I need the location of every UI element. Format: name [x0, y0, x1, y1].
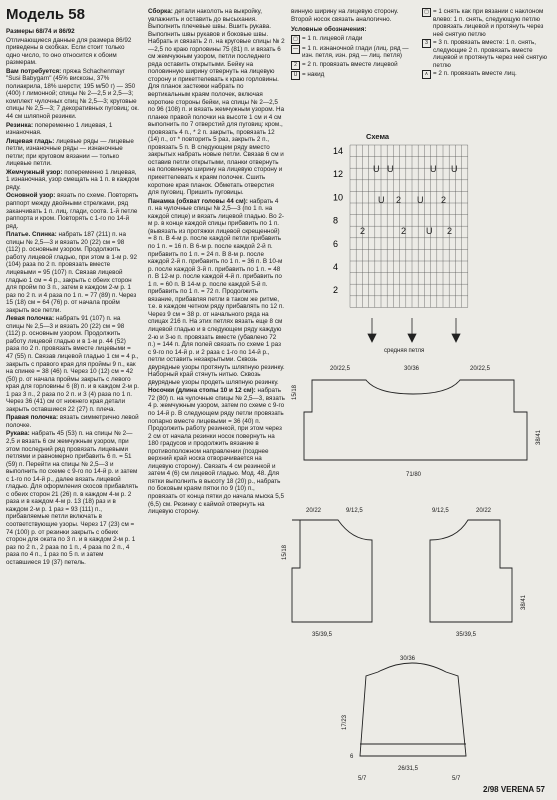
main-pattern-heading: Основной узор: — [6, 192, 56, 200]
back-h2-dim: 38/41 — [536, 429, 542, 445]
sleeve-h1-dim: 17/23 — [342, 714, 348, 730]
sizes-heading: Размеры 68/74 и 86/92 — [6, 28, 75, 35]
stockinette-text: лицевые ряды — лицевые петли, изнаночные ряды — изнаночные петли; при круговом вязании — только лицевые петли. — [6, 137, 134, 168]
ssk-symbol-icon: ▢ — [422, 8, 431, 17]
back-top-dim-r: 20/22,5 — [470, 366, 491, 372]
svg-text:2: 2 — [360, 226, 366, 236]
sk2p-symbol-icon: 3 — [422, 39, 431, 48]
scheme-title: Схема — [366, 132, 390, 141]
pearl-text: попеременно 1 лицевая, 1 изнаночная, узор смещать на 1 п. в каждом ряду. — [6, 168, 139, 191]
col3-lead-text: винную ширину на лицевую сторону. Второй носок связать аналогично. — [291, 8, 399, 23]
arrow-down-icon — [368, 318, 460, 342]
svg-text:2: 2 — [441, 195, 447, 205]
scheme-row-label: 14 — [333, 146, 344, 156]
front-right-schematic — [430, 520, 512, 622]
svg-text:2: 2 — [447, 226, 453, 236]
sleeve-side-dim-r: 5/7 — [452, 776, 461, 782]
page-footer: 2/98 VERENA 57 — [483, 785, 545, 794]
legend-text: = 1 п. лицевой глади — [302, 34, 363, 42]
yarn-over-symbol-icon: U — [291, 71, 300, 80]
knit-symbol-icon: ▢ — [291, 35, 300, 44]
page-title: Модель 58 — [6, 6, 85, 23]
stockinette-heading: Лицевая гладь: — [6, 137, 55, 145]
socks-text: набрать 72 (80) п. на чулочные спицы № 2,5—3, вязать 4 р. жемчужным узором, затем по схеме с 9-го по 14-й р. В следующем ряду петли провязать попарно вместе лицевыми = 36 (40) п. Продолжить работу резинкой, при этом через 2 см от начала резинки носок повернуть на 180 градусов и продолжить вязание в противоположном направлении (позднее верхний край носка отворачивается на лицевую сторону). Связать 4 см резинкой и затем 4 (6) см лицевой гладью. Мод. 48. Для пятки выполнить в высоту 18 (20) р., набрать по боковым краям пятки по 9 (10) п., провязать от конца пятки до начала мыска 5,5 (6,5) см. Резинку с каймой отвернуть на лицевую сторону. — [148, 387, 285, 516]
legend-heading: Условные обозначения: — [291, 26, 367, 34]
dress-text: набрать 187 (211) п. на спицы № 2,5—3 и вязать 20 (22) см = 98 (112) р. основным узором. Продолжить работу лицевой гладью, при этом в 1-м р. 92 (104) раза по 2 п. провязать вместе лицевыми = 95 (107) п. Связав лицевой гладью 1 см = 4 р., закрыть с обеих сторон для пройм по 3 п., затем в каждом 2-м р. 1 раз по 2 п. и 4 раза по 1 п. = 77 (89) п. Через 15 (18) см = 64 (76) р. от начала пройм закрыть все петли. — [6, 231, 138, 314]
assembly-text: детали наколоть на выкройку, увлажнить и оставить до высыхания. Выполнить плечевые швы. Вшить рукава. Выполнить швы рукавов и боковые швы. Набрать и связать 2 п. на круговые спицы № 2—2,5 по краю горловины 75 (81) п. и вязать 6 см жемчужным узором, петли последнего ряда оставить открытыми. Бейку на половинную ширину отвернуть на лицевую сторону и прикеттелевать к краю горловины. Для планок застежки набрать по вертикальным краям полочек, включая короткие стороны бейки, на спицы № 2—2,5 по 96 (108) п. и вязать жемчужным узором. На планке правой полочки на высоте 1 см и 4 см выполнить по 7 отверстий для пуговиц: кром., провязать 4 п., * 2 п. закрыть, провязать 12 (14) п., от * повторить 5 раз, закрыть 2 п., провязать 5 п. В следующем ряду вместо закрытых набрать новые петли. Связав 6 см и оставив петли открытыми, планки отвернуть на половинную ширину на лицевую сторону и прикеттелевать к краям полочек. Сшить короткие края планок. Обметать отверстия для пуговиц. Пришить пуговицы. — [148, 8, 285, 197]
back-h1-dim: 15/18 — [292, 384, 298, 400]
svg-text:U: U — [373, 164, 380, 174]
left-front-text: набрать 91 (107) п. на спицы № 2,5—3 и вязать 20 (22) см = 98 (112) р. основным узором. Продолжить работу лицевой гладью и в 1-м р. 44 (52) раза по 2 п. провязать вместе лицевыми = 47 (55) п. Связав лицевой гладью 1 см = 4 р., закрыть с правого края для проймы 9 п., как на спинке = 38 (46) п. Через 10 (12) см = 42 (50) р. от начала проймы закрыть с левого края для горловины 6 (8) п. и в каждом 2-м р. 1 раз 3 п., 2 раза по 2 п. и 3 (4) раза по 1 п. Через 36 (41) см от нижнего края детали закрыть оставшиеся 22 (27) п. плеча. — [6, 315, 139, 413]
front-h1-dim: 15/18 — [282, 544, 288, 560]
hat-text: набрать 4 п. на чулочные спицы № 2,5—3 (по 1 п. на каждой спице) и вязать лицевой гладью. Во 2-м р. в конце каждой спицы прибавить по 1 п. (вывязать из протяжки лицевой скрещенной) = 8 п. В 4-м р. после каждой петли прибавить по 1 п. = 16 п. В 6-м р. после каждой 2-й п. прибавить по 1 п. = 24 п. В 8-м р. после каждой 2-й п. прибавить по 1 п. = 36 п. В 10-м р. после каждой 3-й п. прибавить по 1 п. = 48 п. В 12-м р. после каждой 4-й п. прибавить по 1 п. = 60 п. В 14-м р. после каждой 5-й п. прибавить по 1 п. = 72 п. Продолжить вязание, прибавляя петли в таком же ритме, т.е. в каждом четном ряду прибавлять по 12 п. Через 9 см = 38 р. от начального ряда на спицах 216 п. На этих петлях вязать еще 8 см лицевой гладью и в следующем ряду каждую 2-ю и 3-ю п. провязать вместе (убавлено 72 п.) = 144 п. Для полей связать по схеме 1 раз с 9-го по 14-й р. и 2 раза с 1-го по 14-й р., петли оставить незакрытыми. Сквозь двурядные узоры протянуть шляпную резинку. Наборный край стянуть нитью. Сквозь двурядные узоры продеть шляпную резинку. — [148, 197, 285, 386]
dec-symbol-icon: ∧ — [422, 70, 431, 79]
svg-text:U: U — [378, 195, 385, 205]
right-front-text: вязать симметрично левой полочке. — [6, 414, 139, 429]
scheme-row-label: 4 — [333, 262, 339, 272]
back-bottom-dim: 71/80 — [406, 472, 422, 478]
rib-text: попеременно 1 лицевая, 1 изнаночная. — [6, 121, 113, 137]
left-front-heading: Левая полочка: — [6, 315, 55, 323]
svg-text:U: U — [430, 164, 437, 174]
k2tog-symbol-icon: 2 — [291, 61, 300, 70]
svg-text:2: 2 — [396, 195, 402, 205]
legend-text: = 2 п. провязать вместе лиц. — [433, 70, 517, 78]
socks-heading: Носочки (длина стопы 10 и 12 см): — [148, 387, 256, 395]
front-neck-dim: 9/12,5 — [346, 508, 363, 514]
svg-text:U: U — [387, 164, 394, 174]
materials-heading: Вам потребуется: — [6, 67, 62, 75]
dress-heading: Платье. Спинка: — [6, 231, 57, 239]
front-h2-dim: 38/41 — [521, 594, 527, 610]
center-loop-label: средняя петля — [384, 348, 425, 354]
legend-text: = накид — [302, 70, 325, 78]
back-mid-dim: 30/36 — [404, 366, 420, 372]
main-pattern-text: вязать по схеме. Повторять раппорт между двойными стрелками, ряд заканчивать 1 п. лиц. глади, соотв. 1-й петле раппорта и кром. Повторять с 1-го по 14-й ряд. — [6, 192, 139, 230]
scheme-row-label: 2 — [333, 285, 339, 296]
svg-text:2: 2 — [401, 226, 407, 236]
legend-text: = 2 п. провязать вместе лицевой — [302, 60, 398, 68]
svg-text:U: U — [417, 195, 424, 205]
legend-text: = 1 п. изнаночной глади (лиц. ряд — изн. петля, изн. ряд — лиц. петля) — [302, 44, 409, 60]
sleeve-top-dim: 30/36 — [400, 656, 416, 662]
back-schematic — [304, 380, 527, 460]
materials-text: пряжа Schachenmayr "Susi Babygarn" (45% вискозы, 37% полиакрила, 18% шерсти; 195 м/50 г) — 350 (400) г лимонной; спицы № 2—2,5 и 2,5—3; комплект чулочных спиц № 2,5—3; круговые спицы № 2,5—3; 7 декоративных пуговиц; ок. 44 см шляпной резинки. — [6, 67, 139, 121]
back-top-dim: 20/22,5 — [330, 366, 351, 372]
sleeve-schematic — [360, 663, 466, 756]
front-top-dim-r: 20/22 — [476, 508, 492, 514]
svg-text:U: U — [451, 164, 458, 174]
rib-heading: Резинка: — [6, 121, 34, 129]
right-front-heading: Правая полочка: — [6, 414, 59, 422]
sleeve-side-dim: 5/7 — [358, 776, 367, 782]
front-bottom-dim-r: 35/39,5 — [456, 632, 477, 638]
sleeve-text: набрать 45 (53) п. на спицы № 2—2,5 и вязать 6 см жемчужным узором, при этом последний ряд провязать лицевыми петлями и равномерно прибавить 6 п. = 51 (59) п. Перейти на спицы № 2,5—3 и выполнить по схеме с 9-го по 14-й р. и затем с 1-го по 14-й р., далее вязать лицевой гладью. Для оформления скосов прибавлять с обеих сторон 21 (26) п. в каждом 4-м р. 2 раза и в каждом 4-м р. 13 (18) раз и в каждом 2-м р. 1 раз = 93 (111) п., прибавляемые петли включать в соответствующие узоры. Через 17 (23) см = 74 (100) р. от резинки закрыть с обеих сторон для оката по 3 п. и в каждом 2-м р. 1 раз по 2 п., 2 раза по 1 п., 4 раза по 2 п., 4 раза по 4 п., 1 раз по 5 п. и затем оставшиеся 19 (37) петель. — [6, 430, 139, 566]
svg-text:U: U — [426, 226, 433, 236]
scheme-row-label: 6 — [333, 238, 339, 249]
scheme-row-label: 10 — [333, 192, 344, 203]
intro-text: Отличающиеся данные для размера 86/92 приведены в скобках. Если стоит только одно число, то оно относится к обоим размерам. — [6, 36, 132, 67]
scheme-row-label: 8 — [333, 215, 339, 226]
pearl-heading: Жемчужный узор: — [6, 168, 63, 176]
legend-text: = 3 п. провязать вместе: 1 п. снять, следующие 2 п. провязать вместе лицевой и протянуть через неё снятую петлю — [433, 39, 548, 69]
scheme-row-label: 12 — [333, 169, 344, 180]
assembly-heading: Сборка: — [148, 8, 173, 15]
sleeve-bottom-dim: 26/31,5 — [398, 766, 419, 772]
hat-heading: Панамка (обхват головы 44 см): — [148, 197, 248, 205]
front-neck-dim-r: 9/12,5 — [432, 508, 449, 514]
sleeve-heading: Рукава: — [6, 430, 30, 438]
legend-text: = 1 снять как при вязании с наклоном влево: 1 п. снять, следующую петлю провязать лицевой и протянуть через неё снятую петлю — [433, 8, 544, 38]
front-left-schematic — [292, 520, 372, 622]
front-top-dim: 20/22 — [306, 508, 322, 514]
front-bottom-dim: 35/39,5 — [312, 632, 333, 638]
purl-symbol-icon: — — [293, 45, 298, 52]
sleeve-rib-dim: 6 — [350, 754, 354, 760]
